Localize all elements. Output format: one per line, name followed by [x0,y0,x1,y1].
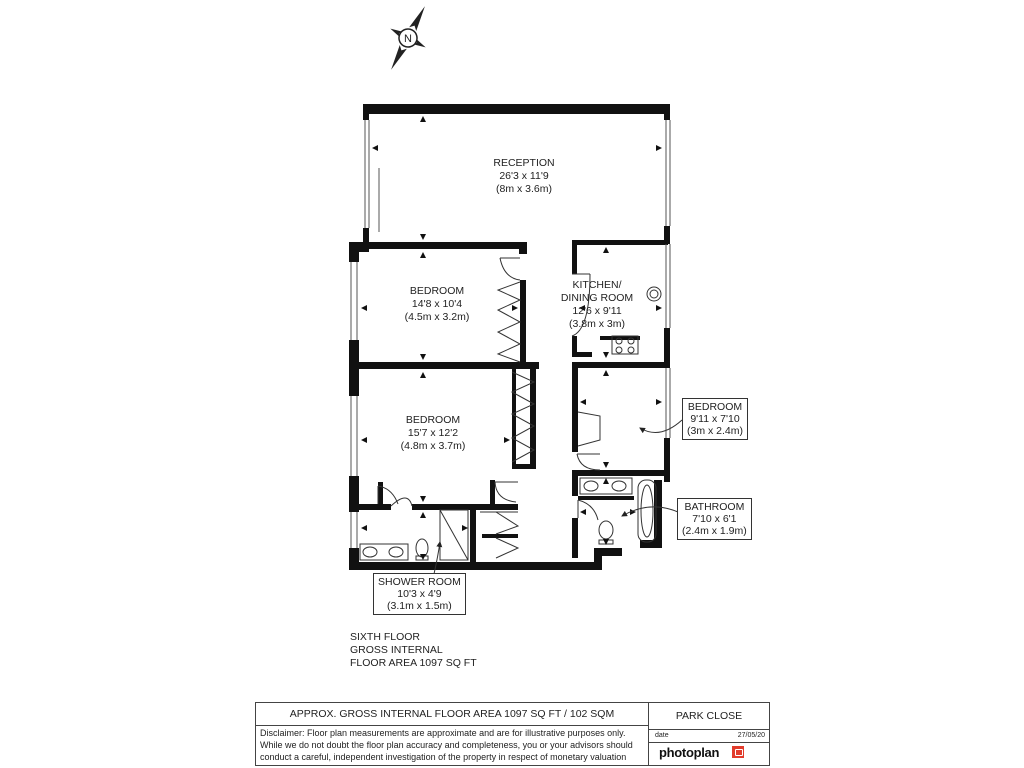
room-label-bedroom-3 [682,398,748,440]
room-label-shower-room [373,573,466,615]
room-size-imperial: 9'11 x 7'10 [690,413,740,425]
room-size-imperial: 12'6 x 9'11 [572,305,622,317]
room-name-line2: DINING ROOM [560,292,634,304]
compass-letter: N [404,33,412,45]
room-label-bedroom-2 [383,414,483,453]
gross-area-headline: APPROX. GROSS INTERNAL FLOOR AREA 1097 SQ FT / 102 SQM [256,703,648,726]
room-name: BEDROOM [687,401,743,413]
room-size-metric: (4.8m x 3.7m) [400,440,466,452]
room-size-metric: (3m x 2.4m) [687,425,744,437]
property-name: PARK CLOSE [649,703,769,730]
photoplan-logo-mark-icon [732,746,744,758]
room-name: RECEPTION [493,157,555,169]
room-name-line1: KITCHEN/ [572,279,622,291]
room-size-metric: (4.5m x 3.2m) [404,311,470,323]
room-size-imperial: 14'8 x 10'4 [411,298,463,310]
room-label-bedroom-1 [387,285,487,324]
room-size-metric: (3.1m x 1.5m) [387,600,452,612]
room-name: BATHROOM [684,501,745,513]
date-label: date [655,732,669,739]
room-size-metric: (3.8m x 3m) [568,318,625,330]
photoplan-logo: photoplan [659,745,720,760]
disclaimer-line: While we do not doubt the floor plan accuracy and completeness, you or your advisors should [260,740,633,750]
date-row [649,730,769,743]
disclaimer-line: Disclaimer: Floor plan measurements are approximate and are for illustrative purposes only. [260,728,626,738]
room-size-metric: (2.4m x 1.9m) [682,525,747,537]
plan-footer [255,702,770,766]
room-size-imperial: 15'7 x 12'2 [407,427,459,439]
date-value: 27/05/20 [737,732,765,739]
floor-name: SIXTH FLOOR [350,631,421,643]
room-label-kitchen [554,279,640,331]
floor-area-value: FLOOR AREA 1097 SQ FT [350,657,477,669]
room-size-imperial: 7'10 x 6'1 [692,513,737,525]
footer-main [256,703,649,765]
floor-area-label: GROSS INTERNAL [350,644,443,656]
room-label-bathroom [677,498,752,540]
room-label-reception [474,157,574,196]
disclaimer [260,727,646,763]
room-size-metric: (8m x 3.6m) [495,183,552,195]
north-compass-icon [373,0,442,79]
disclaimer-line: conduct a careful, independent investigation of the property in respect of monetary valuation [260,752,627,762]
room-name: BEDROOM [405,414,461,426]
room-size-imperial: 26'3 x 11'9 [499,170,549,182]
room-size-imperial: 10'3 x 4'9 [397,588,442,600]
room-name: SHOWER ROOM [378,576,461,588]
room-name: BEDROOM [409,285,465,297]
floor-area-summary [350,631,477,670]
footer-side [649,703,769,765]
